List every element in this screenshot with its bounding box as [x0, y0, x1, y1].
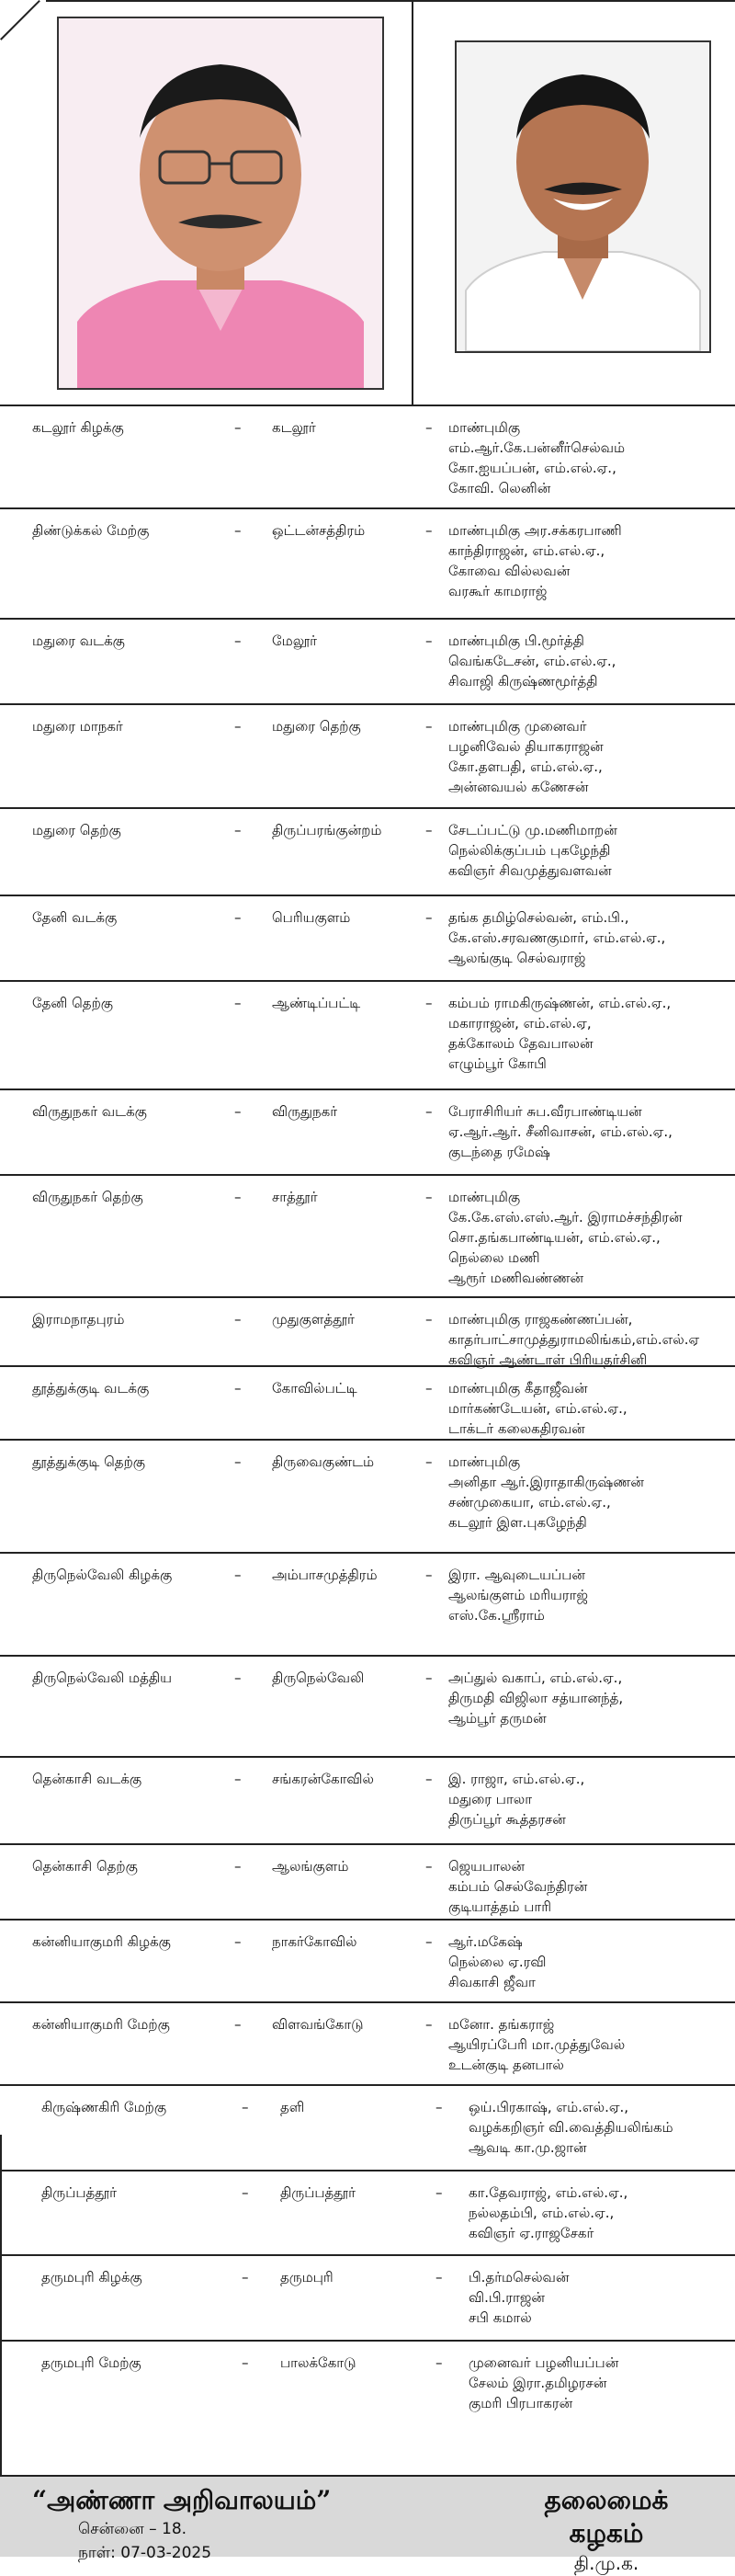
- speaker-name: சேடப்பட்டு மு.மணிமாறன்: [448, 822, 617, 838]
- venue-name: அம்பாசமுத்திரம்: [272, 1567, 378, 1583]
- speaker-name: உடன்குடி தனபால்: [448, 2057, 564, 2073]
- speaker-name: மாண்புமிகு அர.சக்கரபாணி: [448, 522, 622, 539]
- dash-separator: –: [425, 1189, 433, 1205]
- speaker-schedule-table: [0, 405, 735, 2432]
- speaker-name: தக்கோலம் தேவபாலன்: [448, 1035, 594, 1052]
- district-name: தென்காசி வடக்கு: [32, 1771, 142, 1787]
- dash-separator: –: [234, 1311, 242, 1328]
- speakers-list: [448, 2014, 625, 2075]
- district-name: திண்டுக்கல் மேற்கு: [32, 522, 150, 539]
- district-name: திருநெல்வேலி மத்திய: [32, 1670, 172, 1686]
- dash-separator: –: [234, 822, 242, 838]
- table-row: [0, 703, 735, 807]
- dash-separator: –: [234, 2016, 242, 2033]
- speaker-name: சேலம் இரா.தமிழரசன்: [469, 2375, 607, 2391]
- speakers-list: [448, 520, 622, 601]
- district-name: திருநெல்வேலி கிழக்கு: [32, 1567, 173, 1583]
- table-row: [0, 1843, 735, 1919]
- dash-separator: –: [234, 1567, 242, 1583]
- venue-name: விருதுநகர்: [272, 1103, 338, 1120]
- dash-separator: –: [234, 633, 242, 649]
- venue-name: பாலக்கோடு: [280, 2354, 356, 2371]
- speaker-name: ஆர்.மகேஷ்: [448, 1933, 523, 1950]
- speaker-name: வரகூர் காமராஜ்: [448, 583, 548, 599]
- dash-separator: –: [425, 1311, 433, 1328]
- speakers-list: [448, 993, 671, 1074]
- venue-name: சங்கரன்கோவில்: [272, 1771, 374, 1787]
- speaker-name: ஆயிரப்பேரி மா.முத்துவேல்: [448, 2036, 626, 2053]
- dash-separator: –: [234, 1103, 242, 1120]
- dash-separator: –: [425, 1670, 433, 1686]
- dash-separator: –: [425, 1933, 433, 1950]
- district-name: கன்னியாகுமரி மேற்கு: [32, 2016, 170, 2033]
- speaker-name: தங்க தமிழ்செல்வன், எம்.பி.,: [448, 909, 629, 926]
- speaker-name: காந்திராஜன், எம்.எல்.ஏ.,: [448, 542, 605, 559]
- table-row: [0, 1296, 735, 1368]
- office-name: “அண்ணா அறிவாலயம்”: [32, 2485, 332, 2515]
- speakers-list: [448, 1565, 588, 1625]
- speaker-name: டாக்டர் கலைகதிரவன்: [448, 1420, 585, 1437]
- notice-date: நாள்: 07-03-2025: [78, 2544, 212, 2562]
- speaker-name: மாண்புமிகு: [448, 1453, 521, 1470]
- district-name: கிருஷ்ணகிரி மேற்கு: [41, 2099, 167, 2115]
- venue-name: நாகர்கோவில்: [272, 1933, 357, 1950]
- speaker-name: இ. ராஜா, எம்.எல்.ஏ.,: [448, 1771, 585, 1787]
- table-row: [0, 1439, 735, 1552]
- table-row: [0, 2170, 735, 2254]
- district-name: தேனி வடக்கு: [32, 909, 118, 926]
- speaker-name: கவிஞர் ஆண்டாள் பிரியதர்சினி: [448, 1351, 648, 1368]
- table-row: [0, 1089, 735, 1174]
- district-name: விருதுநகர் தெற்கு: [32, 1189, 143, 1205]
- dash-separator: –: [425, 1858, 433, 1875]
- dash-separator: –: [234, 1771, 242, 1787]
- venue-name: விளவங்கோடு: [272, 2016, 364, 2033]
- dash-separator: –: [425, 995, 433, 1011]
- portrait-photo-right: [455, 40, 711, 353]
- speakers-list: [448, 1101, 673, 1162]
- dash-separator: –: [234, 1858, 242, 1875]
- speaker-name: எம்.ஆர்.கே.பன்னீர்செல்வம்: [448, 439, 626, 456]
- table-row: [0, 1552, 735, 1655]
- speakers-list: [448, 1378, 628, 1439]
- speaker-name: சிவாஜி கிருஷ்ணமூர்த்தி: [448, 673, 598, 690]
- table-row: [0, 807, 735, 895]
- table-row: [0, 2254, 735, 2340]
- district-name: தருமபுரி கிழக்கு: [41, 2269, 142, 2285]
- speaker-name: குமரி பிரபாகரன்: [469, 2395, 573, 2411]
- venue-name: முதுகுளத்தூர்: [272, 1311, 355, 1328]
- speaker-name: கவிஞர் ஏ.ராஜசேகர்: [469, 2225, 594, 2241]
- speaker-name: திருப்பூர் கூத்தரசன்: [448, 1811, 566, 1828]
- speaker-name: ஆரூர் மணிவண்ணன்: [448, 1270, 584, 1286]
- dash-separator: –: [234, 419, 242, 436]
- dash-separator: –: [234, 718, 242, 735]
- dash-separator: –: [425, 1103, 433, 1120]
- dash-separator: –: [234, 1380, 242, 1396]
- district-name: தூத்துக்குடி வடக்கு: [32, 1380, 150, 1396]
- speaker-name: மதுரை பாலா: [448, 1791, 533, 1807]
- dash-separator: –: [425, 822, 433, 838]
- speaker-name: மகாராஜன், எம்.எல்.ஏ,: [448, 1015, 592, 1032]
- dash-separator: –: [242, 2099, 249, 2115]
- district-name: தென்காசி தெற்கு: [32, 1858, 138, 1875]
- venue-name: ஆலங்குளம்: [272, 1858, 349, 1875]
- dash-separator: –: [242, 2354, 249, 2371]
- speaker-name: ஆவடி கா.மு.ஜான்: [469, 2139, 587, 2156]
- speaker-name: மார்கண்டேயன், எம்.எல்.ஏ.,: [448, 1400, 628, 1417]
- dash-separator: –: [425, 1771, 433, 1787]
- speakers-list: [448, 631, 616, 691]
- dash-separator: –: [435, 2184, 443, 2201]
- speakers-list: [448, 716, 604, 797]
- venue-name: ஒட்டன்சத்திரம்: [272, 522, 366, 539]
- venue-name: தருமபுரி: [280, 2269, 334, 2285]
- portrait-photo-left: [57, 17, 384, 390]
- speaker-name: கோ.ஐயப்பன், எம்.எல்.ஏ.,: [448, 460, 616, 476]
- dash-separator: –: [234, 995, 242, 1011]
- top-border: [46, 0, 735, 2]
- dash-separator: –: [234, 1670, 242, 1686]
- dash-separator: –: [234, 1453, 242, 1470]
- speaker-name: ஜெயபாலன்: [448, 1858, 526, 1875]
- dash-separator: –: [435, 2354, 443, 2371]
- district-name: கடலூர் கிழக்கு: [32, 419, 124, 436]
- table-row: [0, 1174, 735, 1296]
- dash-separator: –: [234, 522, 242, 539]
- speaker-name: திருமதி விஜிலா சத்யானந்த்,: [448, 1690, 624, 1706]
- photo-divider: [412, 0, 413, 405]
- district-name: இராமநாதபுரம்: [32, 1311, 125, 1328]
- speaker-name: ஆம்பூர் தருமன்: [448, 1710, 547, 1727]
- venue-name: திருநெல்வேலி: [272, 1670, 365, 1686]
- speaker-name: கடலூர் இள.புகழேந்தி: [448, 1514, 587, 1531]
- speakers-list: [469, 2183, 628, 2243]
- party-name: தி.மு.க.: [573, 2552, 639, 2574]
- venue-name: பெரியகுளம்: [272, 909, 351, 926]
- table-row: [0, 2340, 735, 2432]
- speakers-list: [448, 1932, 546, 1992]
- dash-separator: –: [234, 1933, 242, 1950]
- venue-name: ஆண்டிப்பட்டி: [272, 995, 361, 1011]
- venue-name: திருவைகுண்டம்: [272, 1453, 375, 1470]
- dash-separator: –: [242, 2184, 249, 2201]
- speaker-name: வி.பி.ராஜன்: [469, 2289, 545, 2306]
- speaker-name: நெல்லிக்குப்பம் புகழேந்தி: [448, 842, 611, 859]
- speaker-name: பேராசிரியர் சுப.வீரபாண்டியன்: [448, 1103, 642, 1120]
- venue-name: கோவில்பட்டி: [272, 1380, 357, 1396]
- dash-separator: –: [242, 2269, 249, 2285]
- speaker-name: நெல்லை மணி: [448, 1249, 540, 1266]
- speaker-name: வெங்கடேசன், எம்.எல்.ஏ.,: [448, 653, 616, 669]
- speaker-name: மனோ. தங்கராஜ்: [448, 2016, 555, 2033]
- speaker-name: ஆலங்குளம் மரியராஜ்: [448, 1587, 588, 1603]
- office-city: சென்னை – 18.: [78, 2520, 187, 2538]
- venue-name: கடலூர்: [272, 419, 316, 436]
- speakers-list: [448, 417, 625, 498]
- district-name: மதுரை மாநகர்: [32, 718, 123, 735]
- district-name: மதுரை வடக்கு: [32, 633, 125, 649]
- speakers-list: [469, 2353, 618, 2413]
- dash-separator: –: [435, 2269, 443, 2285]
- district-name: தருமபுரி மேற்கு: [41, 2354, 141, 2371]
- dash-separator: –: [425, 419, 433, 436]
- footer: [0, 2475, 735, 2574]
- speaker-name: முனைவர் பழனியப்பன்: [469, 2354, 619, 2371]
- speakers-list: [448, 1769, 584, 1829]
- speakers-list: [448, 907, 665, 968]
- speaker-name: மாண்புமிகு: [448, 419, 521, 436]
- photo-header: [0, 0, 735, 405]
- venue-name: மதுரை தெற்கு: [272, 718, 361, 735]
- table-row: [0, 2001, 735, 2084]
- speaker-name: அப்துல் வகாப், எம்.எல்.ஏ.,: [448, 1670, 623, 1686]
- speaker-name: மாண்புமிகு பி.மூர்த்தி: [448, 633, 584, 649]
- speaker-name: கோவை வில்லவன்: [448, 563, 571, 579]
- speaker-name: குடந்தை ரமேஷ்: [448, 1144, 550, 1160]
- district-name: தூத்துக்குடி தெற்கு: [32, 1453, 146, 1470]
- speaker-name: அனிதா ஆர்.இராதாகிருஷ்ணன்: [448, 1474, 644, 1490]
- speaker-name: கே.எஸ்.சரவணகுமார், எம்.எல்.ஏ.,: [448, 929, 666, 946]
- speakers-list: [469, 2097, 673, 2158]
- district-name: திருப்பத்தூர்: [41, 2184, 117, 2201]
- speaker-name: நல்லதம்பி, எம்.எல்.ஏ.,: [469, 2205, 615, 2221]
- district-name: மதுரை தெற்கு: [32, 822, 121, 838]
- speaker-name: சிவகாசி ஜீவா: [448, 1974, 536, 1990]
- speaker-name: சபி கமால்: [469, 2309, 532, 2326]
- dash-separator: –: [234, 909, 242, 926]
- speakers-list: [448, 1668, 623, 1728]
- footer-signature: [514, 2484, 698, 2576]
- speaker-name: எழும்பூர் கோபி: [448, 1055, 547, 1072]
- speaker-name: குடியாத்தம் பாரி: [448, 1898, 552, 1915]
- table-row: [0, 1756, 735, 1843]
- speaker-name: கம்பம் செல்வேந்திரன்: [448, 1878, 588, 1895]
- dash-separator: –: [425, 718, 433, 735]
- venue-name: சாத்தூர்: [272, 1189, 318, 1205]
- speaker-name: சண்முகையா, எம்.எல்.ஏ.,: [448, 1494, 611, 1510]
- district-name: கன்னியாகுமரி கிழக்கு: [32, 1933, 171, 1950]
- speaker-name: சொ.தங்கபாண்டியன், எம்.எல்.ஏ.,: [448, 1229, 661, 1246]
- table-row: [0, 1919, 735, 2001]
- speaker-name: கோவி. லெனின்: [448, 480, 551, 496]
- dash-separator: –: [425, 633, 433, 649]
- speaker-name: எஸ்.கே.ஸ்ரீராம்: [448, 1607, 545, 1624]
- speaker-name: மாண்புமிகு: [448, 1189, 521, 1205]
- dash-separator: –: [435, 2099, 443, 2115]
- speaker-name: வழக்கறிஞர் வி.வைத்தியலிங்கம்: [469, 2119, 673, 2136]
- speaker-name: ஒய்.பிரகாஷ், எம்.எல்.ஏ.,: [469, 2099, 629, 2115]
- speaker-name: கம்பம் ராமகிருஷ்ணன், எம்.எல்.ஏ.,: [448, 995, 672, 1011]
- table-row: [0, 895, 735, 980]
- speakers-list: [469, 2267, 569, 2328]
- dash-separator: –: [234, 1189, 242, 1205]
- district-name: தேனி தெற்கு: [32, 995, 114, 1011]
- speaker-name: கோ.தளபதி, எம்.எல்.ஏ.,: [448, 758, 603, 775]
- speaker-name: கா.தேவராஜ், எம்.எல்.ஏ.,: [469, 2184, 628, 2201]
- dash-separator: –: [425, 522, 433, 539]
- speakers-list: [448, 820, 617, 881]
- venue-name: தளி: [280, 2099, 305, 2115]
- speakers-list: [448, 1856, 587, 1917]
- dash-separator: –: [425, 1567, 433, 1583]
- headquarters-label: தலைமைக் கழகம்: [544, 2485, 669, 2548]
- speaker-name: பழனிவேல் தியாகராஜன்: [448, 738, 604, 755]
- speaker-name: காதர்பாட்சாமுத்துராமலிங்கம்,எம்.எல்.ஏ: [448, 1331, 700, 1348]
- table-row: [0, 618, 735, 703]
- speaker-name: ஏ.ஆர்.ஆர். சீனிவாசன், எம்.எல்.ஏ.,: [448, 1123, 673, 1140]
- speaker-name: மாண்புமிகு முனைவர்: [448, 718, 587, 735]
- speaker-name: மாண்புமிகு ராஜகண்ணப்பன்,: [448, 1311, 633, 1328]
- speaker-name: அன்னவயல் கணேசன்: [448, 779, 589, 795]
- dash-separator: –: [425, 1453, 433, 1470]
- speakers-list: [448, 1452, 644, 1533]
- venue-name: மேலூர்: [272, 633, 317, 649]
- table-row: [0, 1655, 735, 1756]
- table-row: [0, 507, 735, 618]
- speaker-name: கவிஞர் சிவமுத்துவளவன்: [448, 862, 612, 879]
- footer-address: [32, 2484, 331, 2565]
- dash-separator: –: [425, 2016, 433, 2033]
- speaker-name: நெல்லை ஏ.ரவி: [448, 1954, 547, 1970]
- district-name: விருதுநகர் வடக்கு: [32, 1103, 147, 1120]
- speaker-name: பி.தர்மசெல்வன்: [469, 2269, 570, 2285]
- dash-separator: –: [425, 1380, 433, 1396]
- speaker-name: இரா. ஆவுடையப்பன்: [448, 1567, 585, 1583]
- speakers-list: [448, 1309, 699, 1370]
- venue-name: திருப்பரங்குன்றம்: [272, 822, 382, 838]
- speaker-name: மாண்புமிகு கீதாஜீவன்: [448, 1380, 588, 1396]
- table-row: [0, 405, 735, 507]
- speaker-name: ஆலங்குடி செல்வராஜ்: [448, 950, 586, 966]
- table-row: [0, 980, 735, 1089]
- table-row: [0, 2084, 735, 2170]
- speakers-list: [448, 1187, 683, 1288]
- table-row: [0, 1365, 735, 1439]
- venue-name: திருப்பத்தூர்: [280, 2184, 356, 2201]
- dash-separator: –: [425, 909, 433, 926]
- speaker-name: கே.கே.எஸ்.எஸ்.ஆர். இராமச்சந்திரன்: [448, 1209, 683, 1225]
